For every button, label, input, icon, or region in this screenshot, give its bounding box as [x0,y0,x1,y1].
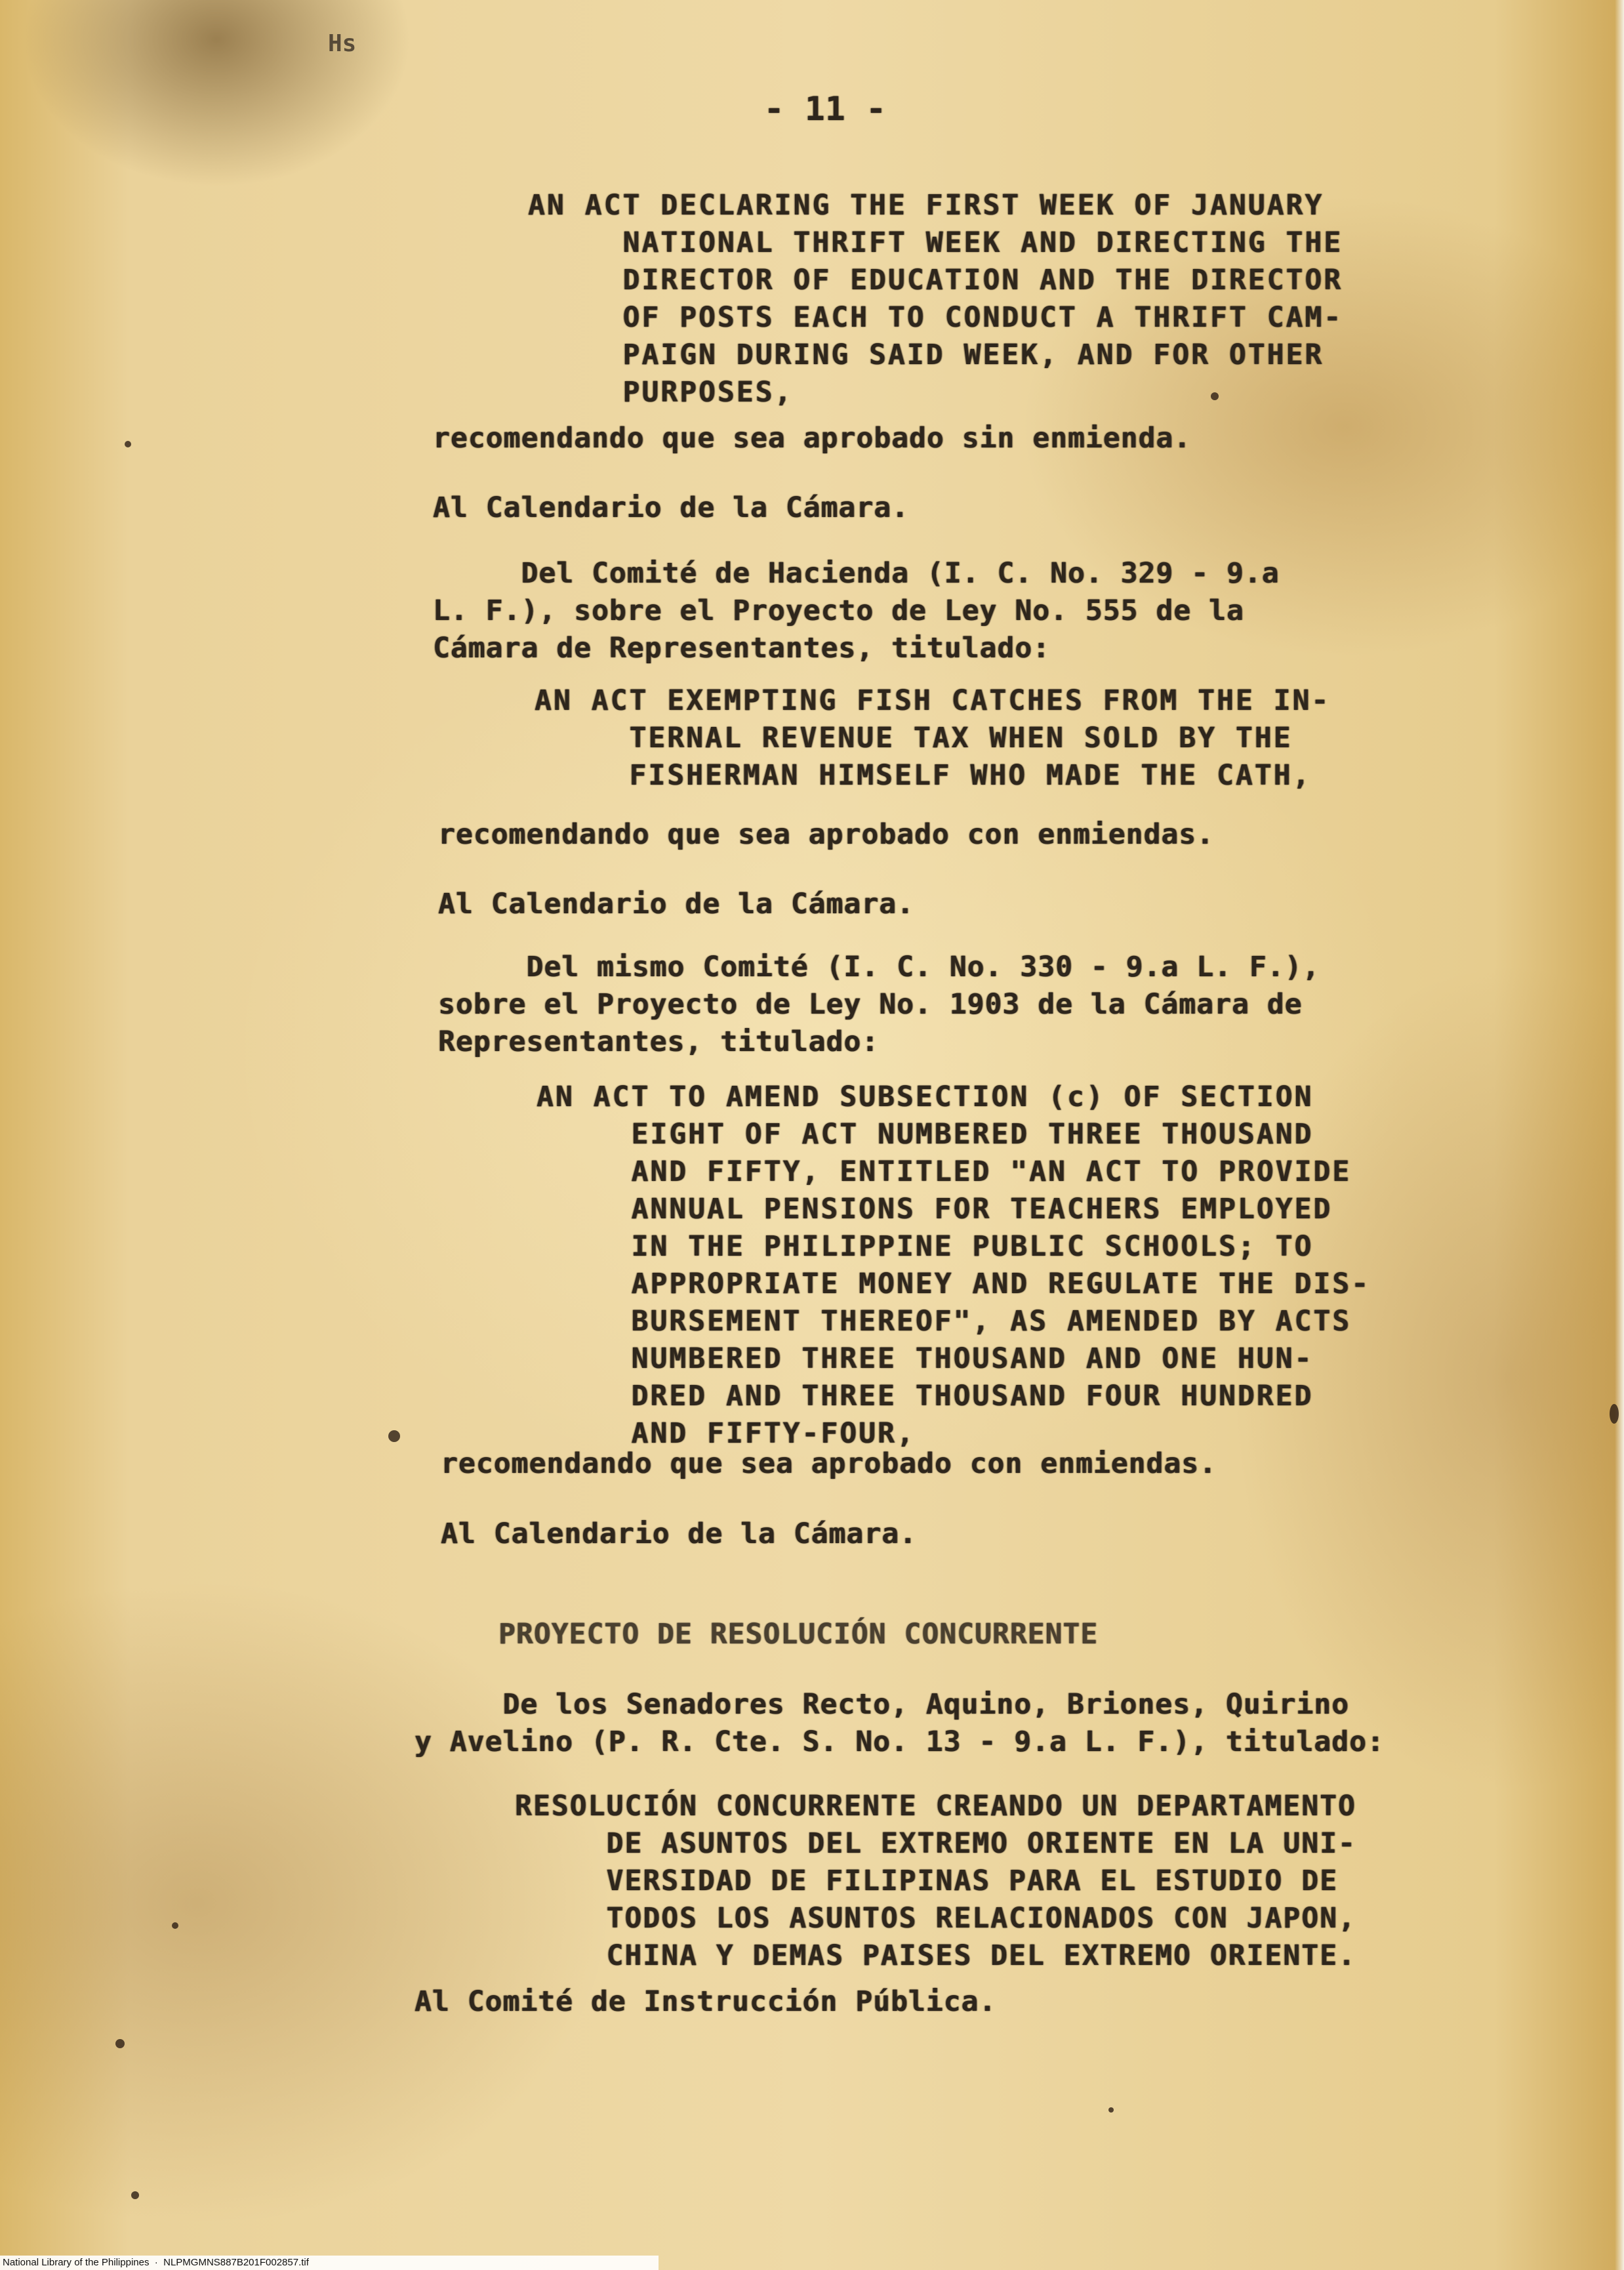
resolution-intro: De los Senadores Recto, Aquino, Briones, Quirino y Avelino (P. R. Cte. S. No. 13 - 9.a L. F.), titulado: [415,1688,1385,1758]
committee-report-2: Del Comité de Hacienda (I. C. No. 329 - 9.a L. F.), sobre el Proyecto de Ley No. 555 de la Cámara de Representantes, titulado: [433,557,1280,665]
ink-spot [125,441,131,447]
ink-spot [388,1430,400,1442]
page-number: - 11 - [764,90,887,128]
referral-2: Al Calendario de la Cámara. [438,888,914,920]
scan-edge [1615,0,1624,2270]
recommendation-1: recomendando que sea aprobado sin enmienda. [433,422,1192,455]
bill-title-3: AN ACT TO AMEND SUBSECTION (c) OF SECTION EIGHT OF ACT NUMBERED THREE THOUSAND AND FIFTY, ENTITLED "AN ACT TO PROVIDE ANNUAL PENSIONS FOR TEACHERS EMPLOYED IN THE PHILIPPINE PUBLIC SCHOOLS; TO APPROPRIATE MONEY AND REGULATE THE DIS- BURSEMENT THEREOF", AS AMENDED BY ACTS NUMBERED THREE THOUSAND AND ONE HUN- DRED AND THREE THOUSAND FOUR HUNDRED AND FIFTY-FOUR, [537,1081,1371,1450]
recommendation-3: recomendando que sea aprobado con enmiendas. [441,1447,1217,1480]
scan-footer: National Library of the Philippines · NLPMGMNS887B201F002857.tif [0,2256,659,2270]
handwritten-initials: Hs [328,30,357,57]
referral-4: Al Comité de Instrucción Pública. [415,1985,997,2018]
ink-spot [115,2039,125,2048]
section-heading: PROYECTO DE RESOLUCIÓN CONCURRENTE [498,1618,1099,1651]
recommendation-2: recomendando que sea aprobado con enmiendas. [438,818,1215,851]
bill-title-2: AN ACT EXEMPTING FISH CATCHES FROM THE IN- TERNAL REVENUE TAX WHEN SOLD BY THE FISHERMAN HIMSELF WHO MADE THE CATH, [535,684,1331,792]
committee-report-3: Del mismo Comité (I. C. No. 330 - 9.a L. F.), sobre el Proyecto de Ley No. 1903 de la Cámara de Representantes, titulado: [438,951,1320,1058]
ink-spot [131,2191,139,2199]
ink-spot [172,1922,178,1929]
referral-3: Al Calendario de la Cámara. [441,1517,917,1550]
bill-title-1: AN ACT DECLARING THE FIRST WEEK OF JANUARY NATIONAL THRIFT WEEK AND DIRECTING THE DIRECTOR OF EDUCATION AND THE DIRECTOR OF POSTS EACH TO CONDUCT A THRIFT CAM- PAIGN DURING SAID WEEK, AND FOR OTHER PURPOSES, [528,189,1343,409]
ink-spot [1211,392,1219,400]
ink-spot [1108,2107,1114,2113]
referral-1: Al Calendario de la Cámara. [433,491,909,524]
resolution-title: RESOLUCIÓN CONCURRENTE CREANDO UN DEPARTAMENTO DE ASUNTOS DEL EXTREMO ORIENTE EN LA UNI- VERSIDAD DE FILIPINAS PARA EL ESTUDIO DE TODOS LOS ASUNTOS RELACIONADOS CON JAPON, CHINA Y DEMAS PAISES DEL EXTREMO ORIENTE. [515,1790,1356,1972]
ink-spot [1610,1404,1619,1424]
